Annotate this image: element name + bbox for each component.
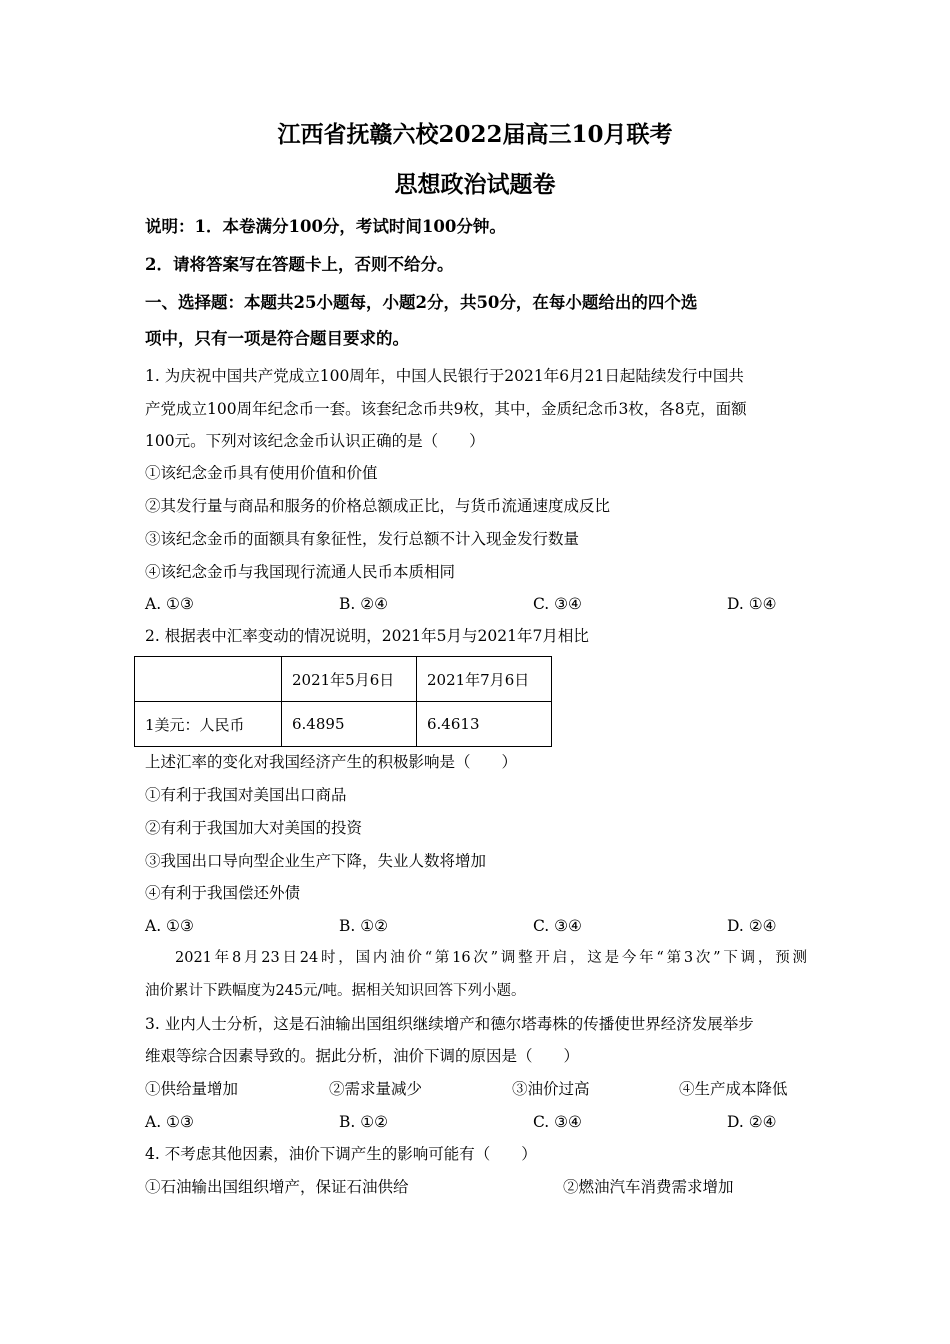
q1-stem-line-3: 100元。下列对该纪念金币认识正确的是（ ）	[145, 432, 485, 450]
q1-stem-line-2: 产党成立100周年纪念币一套。该套纪念币共9枚，其中，金质纪念币3枚，各8克，面额	[145, 400, 747, 418]
exam-subtitle: 思想政治试题卷	[394, 171, 556, 198]
q2-option-d: D. ②④	[727, 917, 777, 935]
table-cell-label: 1美元：人民币	[135, 702, 282, 747]
q1-item-2: ②其发行量与商品和服务的价格总额成正比，与货币流通速度成反比	[145, 497, 611, 515]
q2-option-c: C. ③④	[533, 917, 582, 935]
q1-item-4: ④该纪念金币与我国现行流通人民币本质相同	[145, 563, 456, 581]
q3-option-d: D. ②④	[727, 1113, 777, 1131]
q2-item-3: ③我国出口导向型企业生产下降，失业人数将增加	[145, 852, 487, 870]
q3-item-3: ③油价过高	[512, 1080, 590, 1098]
exam-title: 江西省抚赣六校2022届高三10月联考	[277, 121, 673, 148]
q1-item-3: ③该纪念金币的面额具有象征性，发行总额不计入现金发行数量	[145, 530, 580, 548]
table-row	[135, 702, 552, 747]
instruction-line-1: 说明：1．本卷满分100分，考试时间100分钟。	[145, 217, 506, 236]
q2-stem: 2. 根据表中汇率变动的情况说明，2021年5月与2021年7月相比	[145, 627, 589, 645]
q1-item-1: ①该纪念金币具有使用价值和价值	[145, 464, 378, 482]
q3-item-4: ④生产成本降低	[679, 1080, 788, 1098]
passage-line-2: 油价累计下跌幅度为245元/吨。据相关知识回答下列小题。	[145, 983, 526, 999]
table-cell-july-rate: 6.4613	[417, 702, 552, 747]
q1-option-a: A. ①③	[145, 595, 194, 613]
instruction-line-2: 2．请将答案写在答题卡上，否则不给分。	[145, 255, 454, 274]
q4-item-2: ②燃油汽车消费需求增加	[563, 1178, 734, 1196]
table-header-cell-empty	[135, 657, 282, 702]
q2-item-1: ①有利于我国对美国出口商品	[145, 786, 347, 804]
q2-item-4: ④有利于我国偿还外债	[145, 884, 301, 902]
table-header-cell-july: 2021年7月6日	[417, 657, 552, 702]
table-cell-may-rate: 6.4895	[282, 702, 417, 747]
q4-stem: 4. 不考虑其他因素，油价下调产生的影响可能有（ ）	[145, 1145, 537, 1163]
q3-option-c: C. ③④	[533, 1113, 582, 1131]
q2-after-table: 上述汇率的变化对我国经济产生的积极影响是（ ）	[145, 753, 518, 771]
exchange-rate-table	[134, 656, 552, 747]
q3-item-1: ①供给量增加	[145, 1080, 239, 1098]
table-header-row	[135, 657, 552, 702]
q3-item-2: ②需求量减少	[329, 1080, 423, 1098]
section-heading-line-1: 一、选择题：本题共25小题每，小题2分，共50分，在每小题给出的四个选	[145, 293, 698, 312]
q3-stem-line-2: 维艰等综合因素导致的。据此分析，油价下调的原因是（ ）	[145, 1047, 580, 1065]
q2-item-2: ②有利于我国加大对美国的投资	[145, 819, 363, 837]
table-header-cell-may: 2021年5月6日	[282, 657, 417, 702]
q2-option-a: A. ①③	[145, 917, 194, 935]
q1-option-d: D. ①④	[727, 595, 777, 613]
q3-option-b: B. ①②	[339, 1113, 389, 1131]
q3-option-a: A. ①③	[145, 1113, 194, 1131]
q1-stem-line-1: 1. 为庆祝中国共产党成立100周年，中国人民银行于2021年6月21日起陆续发行中国共	[145, 367, 744, 385]
q4-item-1: ①石油输出国组织增产，保证石油供给	[145, 1178, 409, 1196]
q2-option-b: B. ①②	[339, 917, 389, 935]
q1-option-c: C. ③④	[533, 595, 582, 613]
passage-line-1	[175, 948, 807, 968]
section-heading-line-2: 项中，只有一项是符合题目要求的。	[145, 329, 409, 348]
q3-stem-line-1: 3. 业内人士分析，这是石油输出国组织继续增产和德尔塔毒株的传播使世界经济发展举步	[145, 1015, 754, 1033]
passage-line-1-text: 2021年8月23日24时，国内油价“第16次”调整开启，这是今年“第3次”下调，预测	[175, 950, 807, 966]
q1-option-b: B. ②④	[339, 595, 389, 613]
